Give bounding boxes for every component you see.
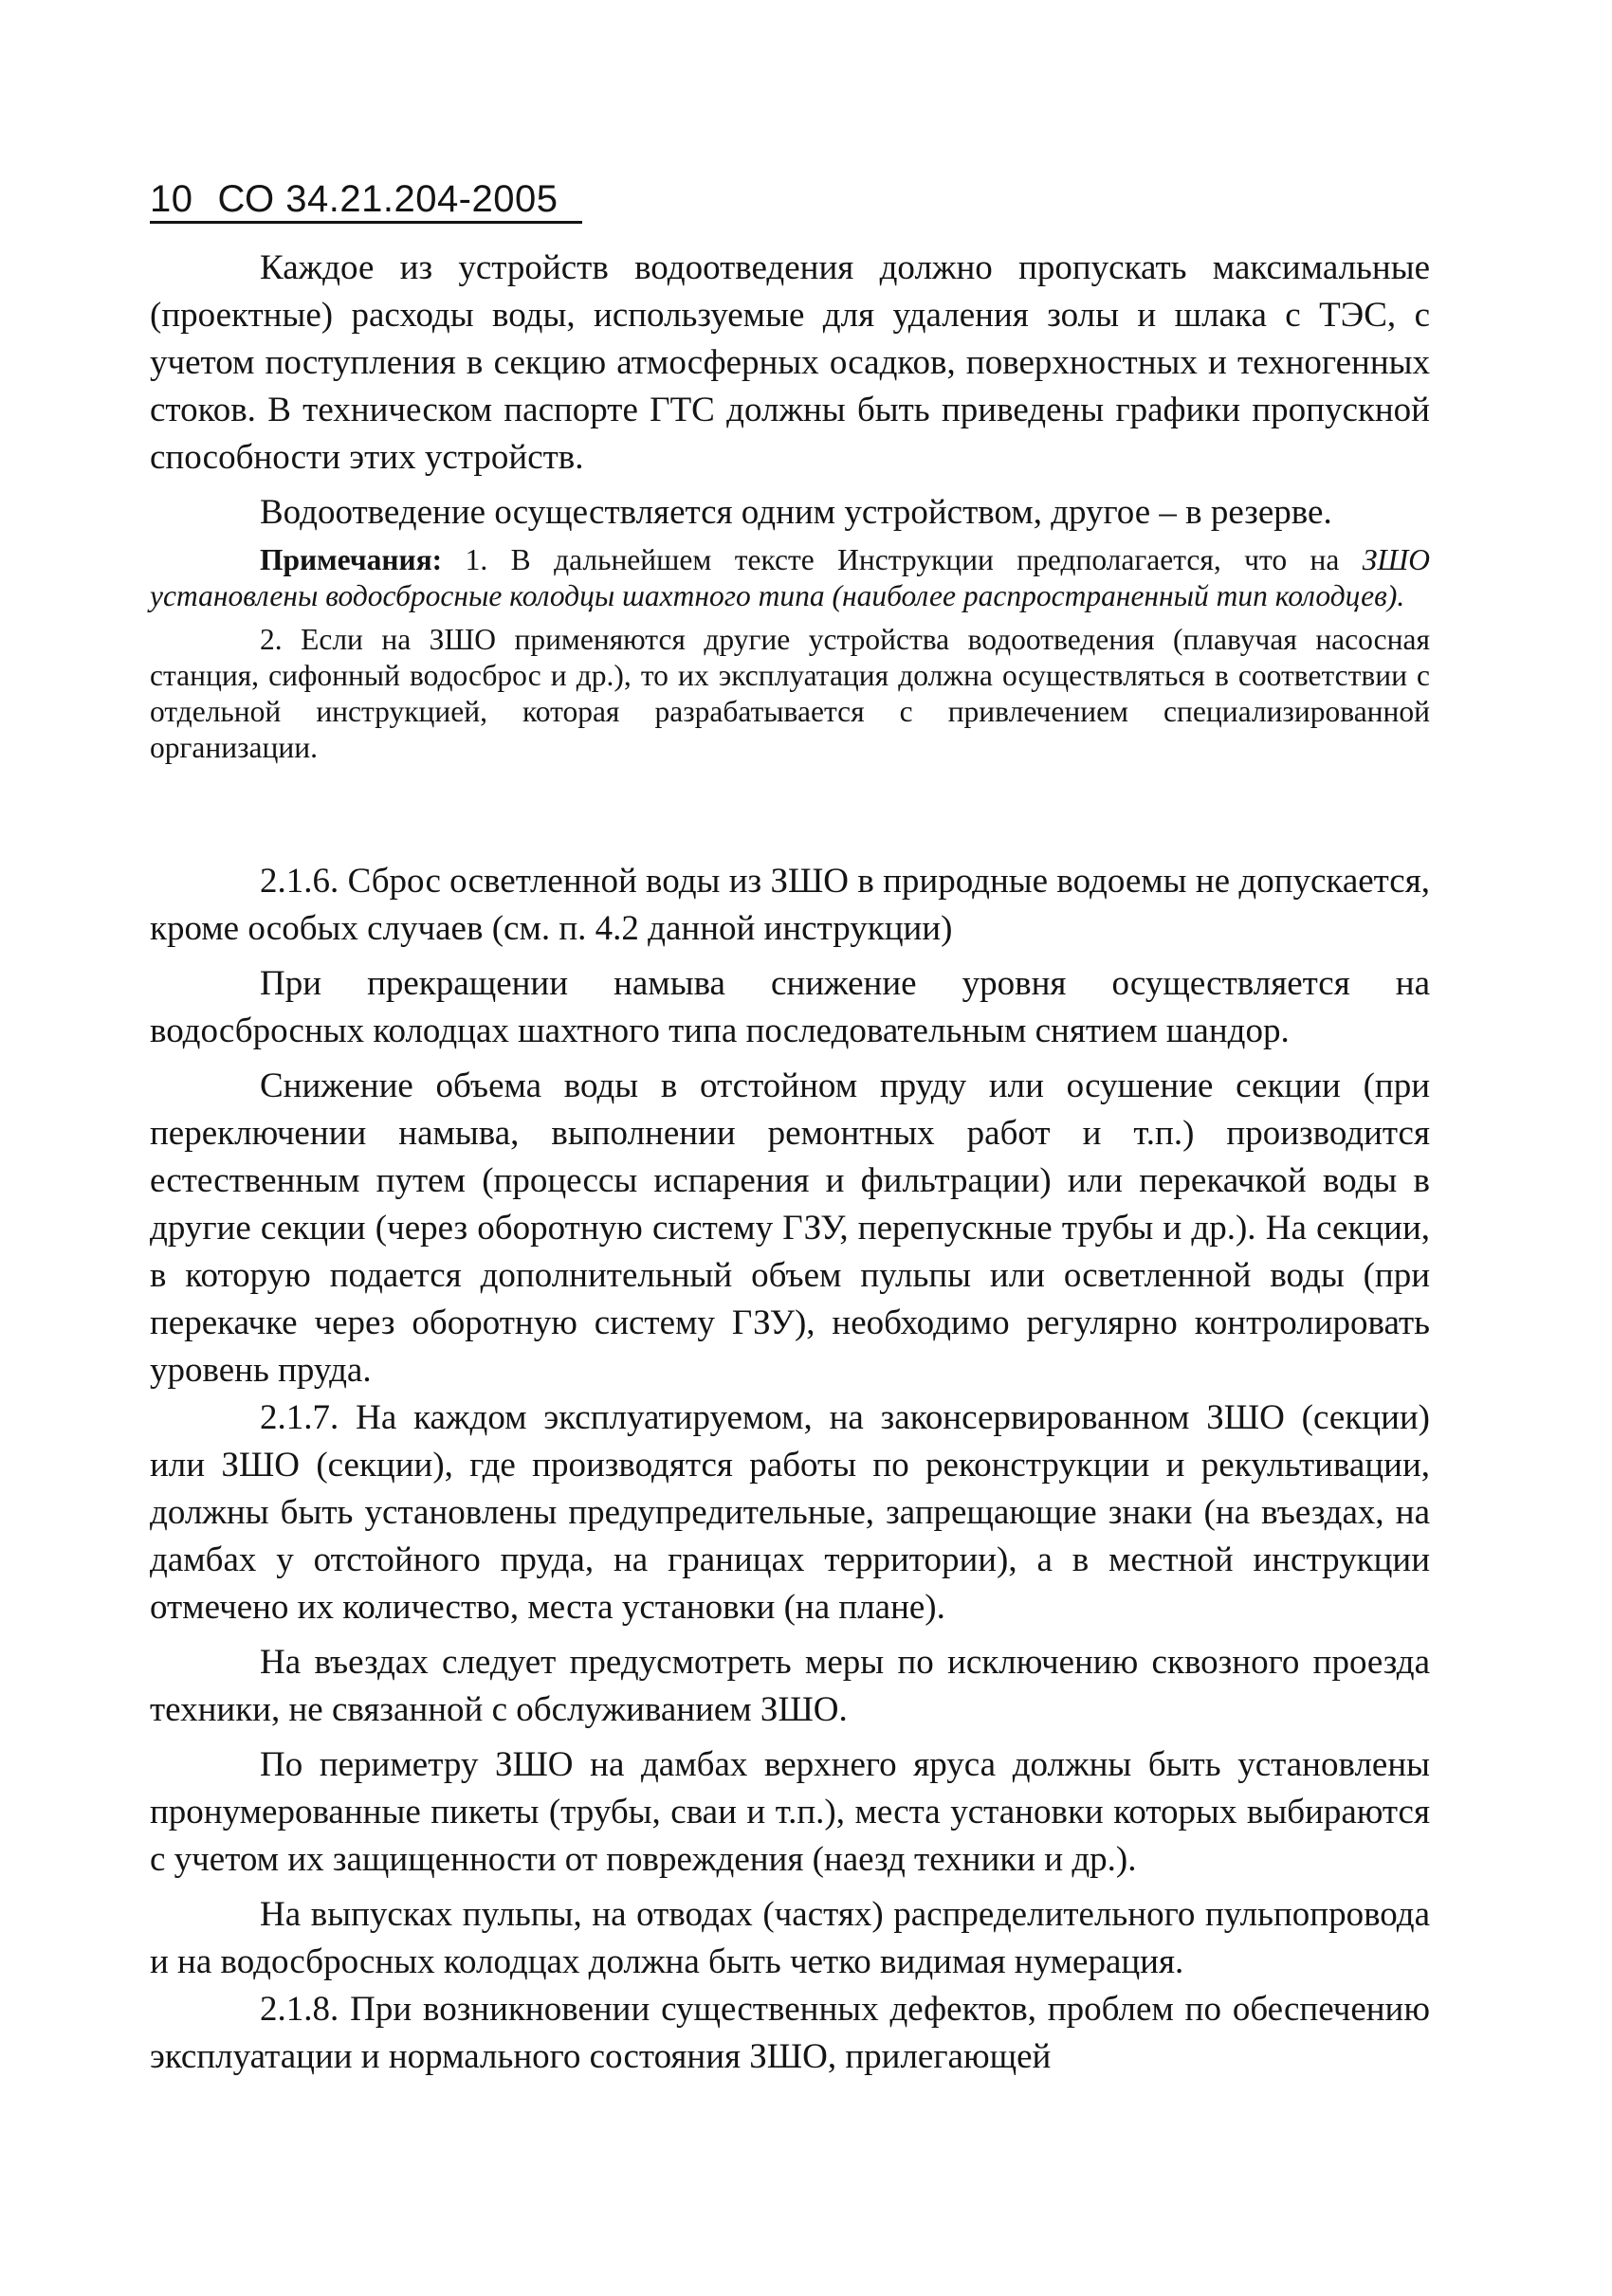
paragraph: По периметру ЗШО на дамбах верхнего яруса должны быть установлены пронумерованные пикеты (трубы, сваи и т.п.), места установки которых выбираются с учетом их защищенности от повреждения (наезд техники и др.).	[150, 1745, 1430, 1879]
paragraph: Водоотведение осуществляется одним устройством, другое – в резерве.	[260, 493, 1332, 532]
paragraph: 2.1.6. Сброс осветленной воды из ЗШО в природные водоемы не допускается, кроме особых случаев (см. п. 4.2 данной инструкции)	[150, 862, 1430, 948]
page-number: 10	[150, 178, 193, 220]
running-header	[150, 176, 559, 222]
section-2-1-6	[150, 858, 1430, 2081]
paragraph: Снижение объема воды в отстойном пруду или осушение секции (при переключении намыва, выполнении ремонтных работ и т.п.) производится естественным путем (процессы испарения и фильтрации) или перекачкой воды в другие секции (через оборотную систему ГЗУ, перепускные трубы и др.). На секции, в которую подается дополнительный объем пульпы или осветленной воды (при перекачке через оборотную систему ГЗУ), необходимо регулярно контролировать уровень пруда.	[150, 1066, 1430, 1390]
intro-block	[150, 245, 1430, 537]
paragraph: При прекращении намыва снижение уровня осуществляется на водосбросных колодцах шахтного типа последовательным снятием шандор.	[150, 964, 1430, 1050]
document-code: СО 34.21.204-2005	[217, 178, 559, 220]
note-1	[150, 542, 1430, 614]
paragraph: На выпусках пульпы, на отводах (частях) распределительного пульпопровода и на водосбросных колодцах должна быть четко видимая нумерация.	[150, 1895, 1430, 1981]
header-underline	[150, 221, 582, 224]
note-1-lead: 1. В дальнейшем тексте Инструкции предполагается, что на	[442, 543, 1363, 576]
notes-block	[150, 542, 1430, 766]
notes-label: Примечания:	[260, 543, 443, 576]
paragraph: На въездах следует предусмотреть меры по исключению сквозного проезда техники, не связанной с обслуживанием ЗШО.	[150, 1643, 1430, 1729]
paragraph: Каждое из устройств водоотведения должно пропускать максимальные (проектные) расходы воды, используемые для удаления золы и шлака с ТЭС, с учетом поступления в секцию атмосферных осадков, поверхностных и техногенных стоков. В техническом паспорте ГТС должны быть приведены графики пропускной способности этих устройств.	[150, 248, 1430, 477]
paragraph: 2.1.8. При возникновении существенных дефектов, проблем по обеспечению эксплуатации и нормального состояния ЗШО, прилегающей	[150, 1990, 1430, 2076]
note-1-italic: ЗШО установлены водосбросные колодцы шахтного типа (наиболее распространенный тип колодцев).	[150, 543, 1430, 612]
note-2: 2. Если на ЗШО применяются другие устройства водоотведения (плавучая насосная станция, сифонный водосброс и др.), то их эксплуатация должна осуществляться в соответствии с отдельной инструкцией, которая разрабатывается с привлечением специализированной организации.	[150, 623, 1430, 764]
paragraph: 2.1.7. На каждом эксплуатируемом, на законсервированном ЗШО (секции) или ЗШО (секции), где производятся работы по реконструкции и рекультивации, должны быть установлены предупредительные, запрещающие знаки (на въездах, на дамбах у отстойного пруда, на границах территории), а в местной инструкции отмечено их количество, места установки (на плане).	[150, 1398, 1430, 1627]
